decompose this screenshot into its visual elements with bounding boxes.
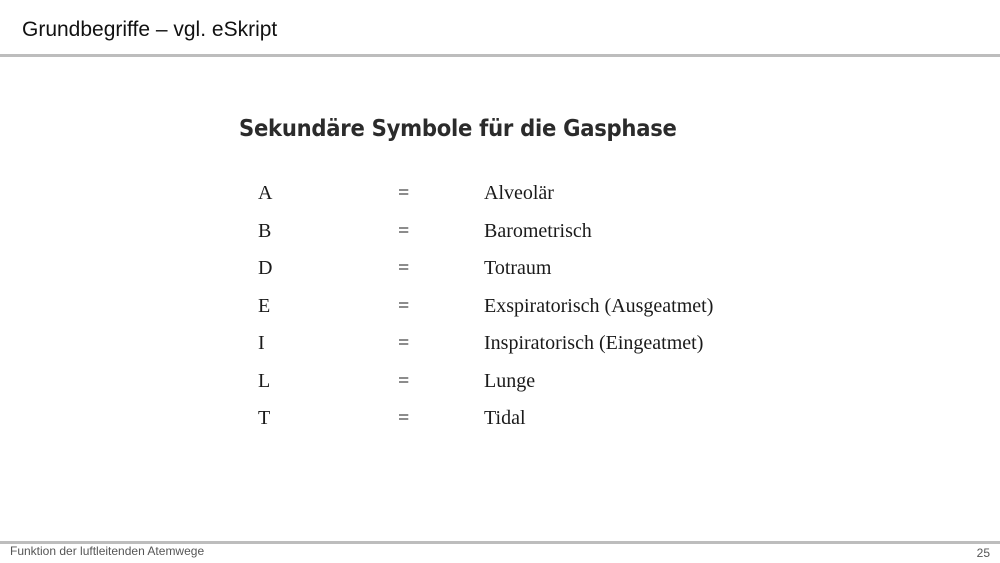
table-row (228, 257, 768, 295)
meaning-cell: Alveolär (484, 182, 554, 204)
meaning-cell: Tidal (484, 407, 526, 429)
equals-cell: = (398, 332, 410, 354)
content-image (228, 100, 768, 445)
table-row (228, 295, 768, 333)
symbol-cell: T (258, 407, 271, 429)
symbol-cell: I (258, 332, 265, 354)
equals-cell: = (398, 219, 410, 242)
equals-cell: = (398, 369, 410, 392)
symbol-cell: B (258, 219, 272, 242)
table-row (228, 370, 768, 408)
meaning-cell: Totraum (484, 257, 552, 279)
symbol-cell: D (258, 257, 273, 279)
page-number: 25 (976, 546, 990, 560)
symbol-cell: A (258, 182, 273, 204)
equals-cell: = (398, 407, 410, 429)
table-row (228, 220, 768, 258)
symbol-cell: L (258, 369, 271, 392)
symbol-table (228, 182, 768, 445)
meaning-cell: Inspiratorisch (Eingeatmet) (484, 332, 704, 354)
meaning-cell: Lunge (484, 369, 536, 392)
footer-text: Funktion der luftleitenden Atemwege (10, 544, 205, 558)
meaning-cell: Exspiratorisch (Ausgeatmet) (484, 294, 714, 317)
equals-cell: = (398, 182, 410, 204)
meaning-cell: Barometrisch (484, 219, 592, 242)
table-row (228, 182, 768, 220)
section-heading: Sekundäre Symbole für die Gasphase (239, 116, 677, 142)
slide-title: Grundbegriffe – vgl. eSkript (22, 18, 278, 41)
symbol-cell: E (258, 294, 271, 317)
equals-cell: = (398, 294, 410, 317)
table-row (228, 407, 768, 445)
table-row (228, 332, 768, 370)
title-divider (0, 54, 1000, 57)
equals-cell: = (398, 257, 410, 279)
